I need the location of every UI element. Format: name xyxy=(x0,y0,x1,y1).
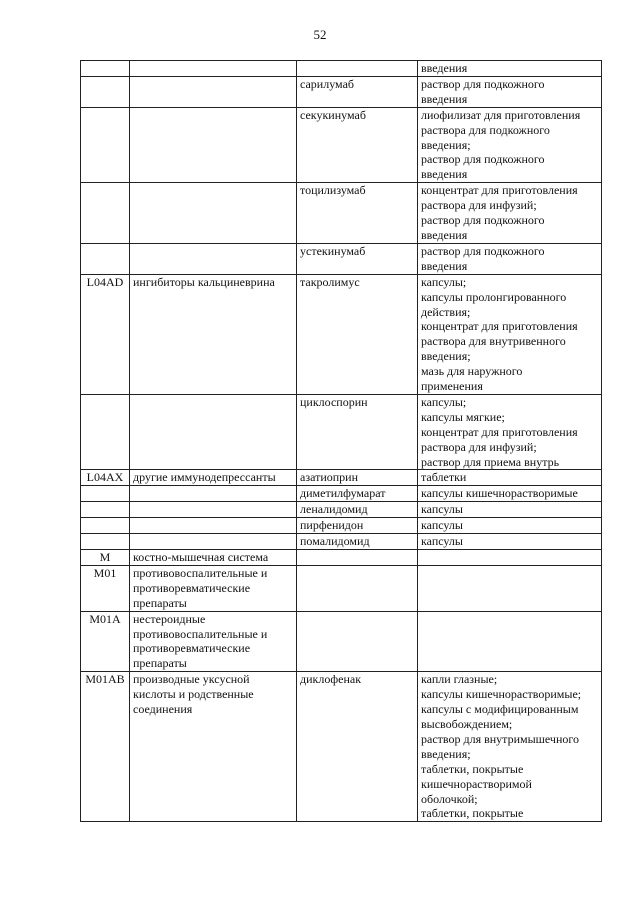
group-cell: противовоспалительные и противоревматические препараты xyxy=(130,565,297,611)
atc-code-cell: M01A xyxy=(81,611,130,672)
table-row xyxy=(81,183,602,244)
table-row xyxy=(81,611,602,672)
dosage-form-cell: лиофилизат для приготовления раствора для подкожного введения; раствор для подкожного введения xyxy=(418,107,602,183)
group-cell xyxy=(130,486,297,502)
drug-name-cell xyxy=(297,611,418,672)
drug-name-cell: леналидомид xyxy=(297,502,418,518)
drug-name-cell: циклоспорин xyxy=(297,394,418,470)
drug-name-cell: тоцилизумаб xyxy=(297,183,418,244)
table-row xyxy=(81,550,602,566)
dosage-form-cell: капли глазные; капсулы кишечнорастворимые; капсулы с модифицированным высвобождением; раствор для внутримышечного введения; таблетки, покрытые кишечнорастворимой оболочкой; таблетки, покрытые xyxy=(418,672,602,822)
table-body xyxy=(81,61,602,822)
table-row xyxy=(81,107,602,183)
group-cell xyxy=(130,243,297,274)
dosage-form-cell: раствор для подкожного введения xyxy=(418,76,602,107)
drug-name-cell: такролимус xyxy=(297,274,418,394)
table-row xyxy=(81,76,602,107)
page-number: 52 xyxy=(313,27,327,42)
drug-name-cell: азатиоприн xyxy=(297,470,418,486)
dosage-form-cell: капсулы xyxy=(418,518,602,534)
dosage-form-cell xyxy=(418,550,602,566)
drug-name-cell xyxy=(297,565,418,611)
dosage-form-cell xyxy=(418,565,602,611)
atc-code-cell: M01 xyxy=(81,565,130,611)
group-cell xyxy=(130,107,297,183)
atc-code-cell xyxy=(81,518,130,534)
atc-code-cell xyxy=(81,107,130,183)
atc-code-cell: L04AD xyxy=(81,274,130,394)
atc-code-cell: M xyxy=(81,550,130,566)
dosage-form-cell: раствор для подкожного введения xyxy=(418,243,602,274)
atc-code-cell xyxy=(81,486,130,502)
table-row xyxy=(81,486,602,502)
group-cell xyxy=(130,518,297,534)
group-cell xyxy=(130,61,297,77)
drug-name-cell: секукинумаб xyxy=(297,107,418,183)
atc-code-cell xyxy=(81,502,130,518)
group-cell: нестероидные противовоспалительные и противоревматические препараты xyxy=(130,611,297,672)
atc-code-cell xyxy=(81,243,130,274)
group-cell xyxy=(130,502,297,518)
group-cell xyxy=(130,76,297,107)
group-cell xyxy=(130,534,297,550)
table-row xyxy=(81,470,602,486)
table-row xyxy=(81,518,602,534)
table-row xyxy=(81,243,602,274)
group-cell xyxy=(130,183,297,244)
dosage-form-cell: капсулы xyxy=(418,502,602,518)
drug-table xyxy=(80,60,602,822)
drug-name-cell: диметилфумарат xyxy=(297,486,418,502)
table-row xyxy=(81,565,602,611)
dosage-form-cell: введения xyxy=(418,61,602,77)
dosage-form-cell: капсулы кишечнорастворимые xyxy=(418,486,602,502)
drug-name-cell: помалидомид xyxy=(297,534,418,550)
table-row xyxy=(81,274,602,394)
dosage-form-cell: капсулы xyxy=(418,534,602,550)
drug-name-cell xyxy=(297,61,418,77)
drug-name-cell: сарилумаб xyxy=(297,76,418,107)
group-cell: производные уксусной кислоты и родственные соединения xyxy=(130,672,297,822)
group-cell: костно-мышечная система xyxy=(130,550,297,566)
table-row xyxy=(81,502,602,518)
table-row xyxy=(81,534,602,550)
atc-code-cell: L04AX xyxy=(81,470,130,486)
atc-code-cell: M01AB xyxy=(81,672,130,822)
table-row xyxy=(81,672,602,822)
group-cell: другие иммунодепрессанты xyxy=(130,470,297,486)
dosage-form-cell: таблетки xyxy=(418,470,602,486)
atc-code-cell xyxy=(81,183,130,244)
dosage-form-cell xyxy=(418,611,602,672)
atc-code-cell xyxy=(81,61,130,77)
table-row xyxy=(81,61,602,77)
drug-name-cell: устекинумаб xyxy=(297,243,418,274)
drug-name-cell: пирфенидон xyxy=(297,518,418,534)
atc-code-cell xyxy=(81,534,130,550)
atc-code-cell xyxy=(81,394,130,470)
drug-name-cell: диклофенак xyxy=(297,672,418,822)
group-cell xyxy=(130,394,297,470)
group-cell: ингибиторы кальциневрина xyxy=(130,274,297,394)
dosage-form-cell: капсулы; капсулы пролонгированного действия; концентрат для приготовления раствора для внутривенного введения; мазь для наружного применения xyxy=(418,274,602,394)
dosage-form-cell: капсулы; капсулы мягкие; концентрат для приготовления раствора для инфузий; раствор для приема внутрь xyxy=(418,394,602,470)
drug-name-cell xyxy=(297,550,418,566)
table-row xyxy=(81,394,602,470)
atc-code-cell xyxy=(81,76,130,107)
dosage-form-cell: концентрат для приготовления раствора для инфузий; раствор для подкожного введения xyxy=(418,183,602,244)
